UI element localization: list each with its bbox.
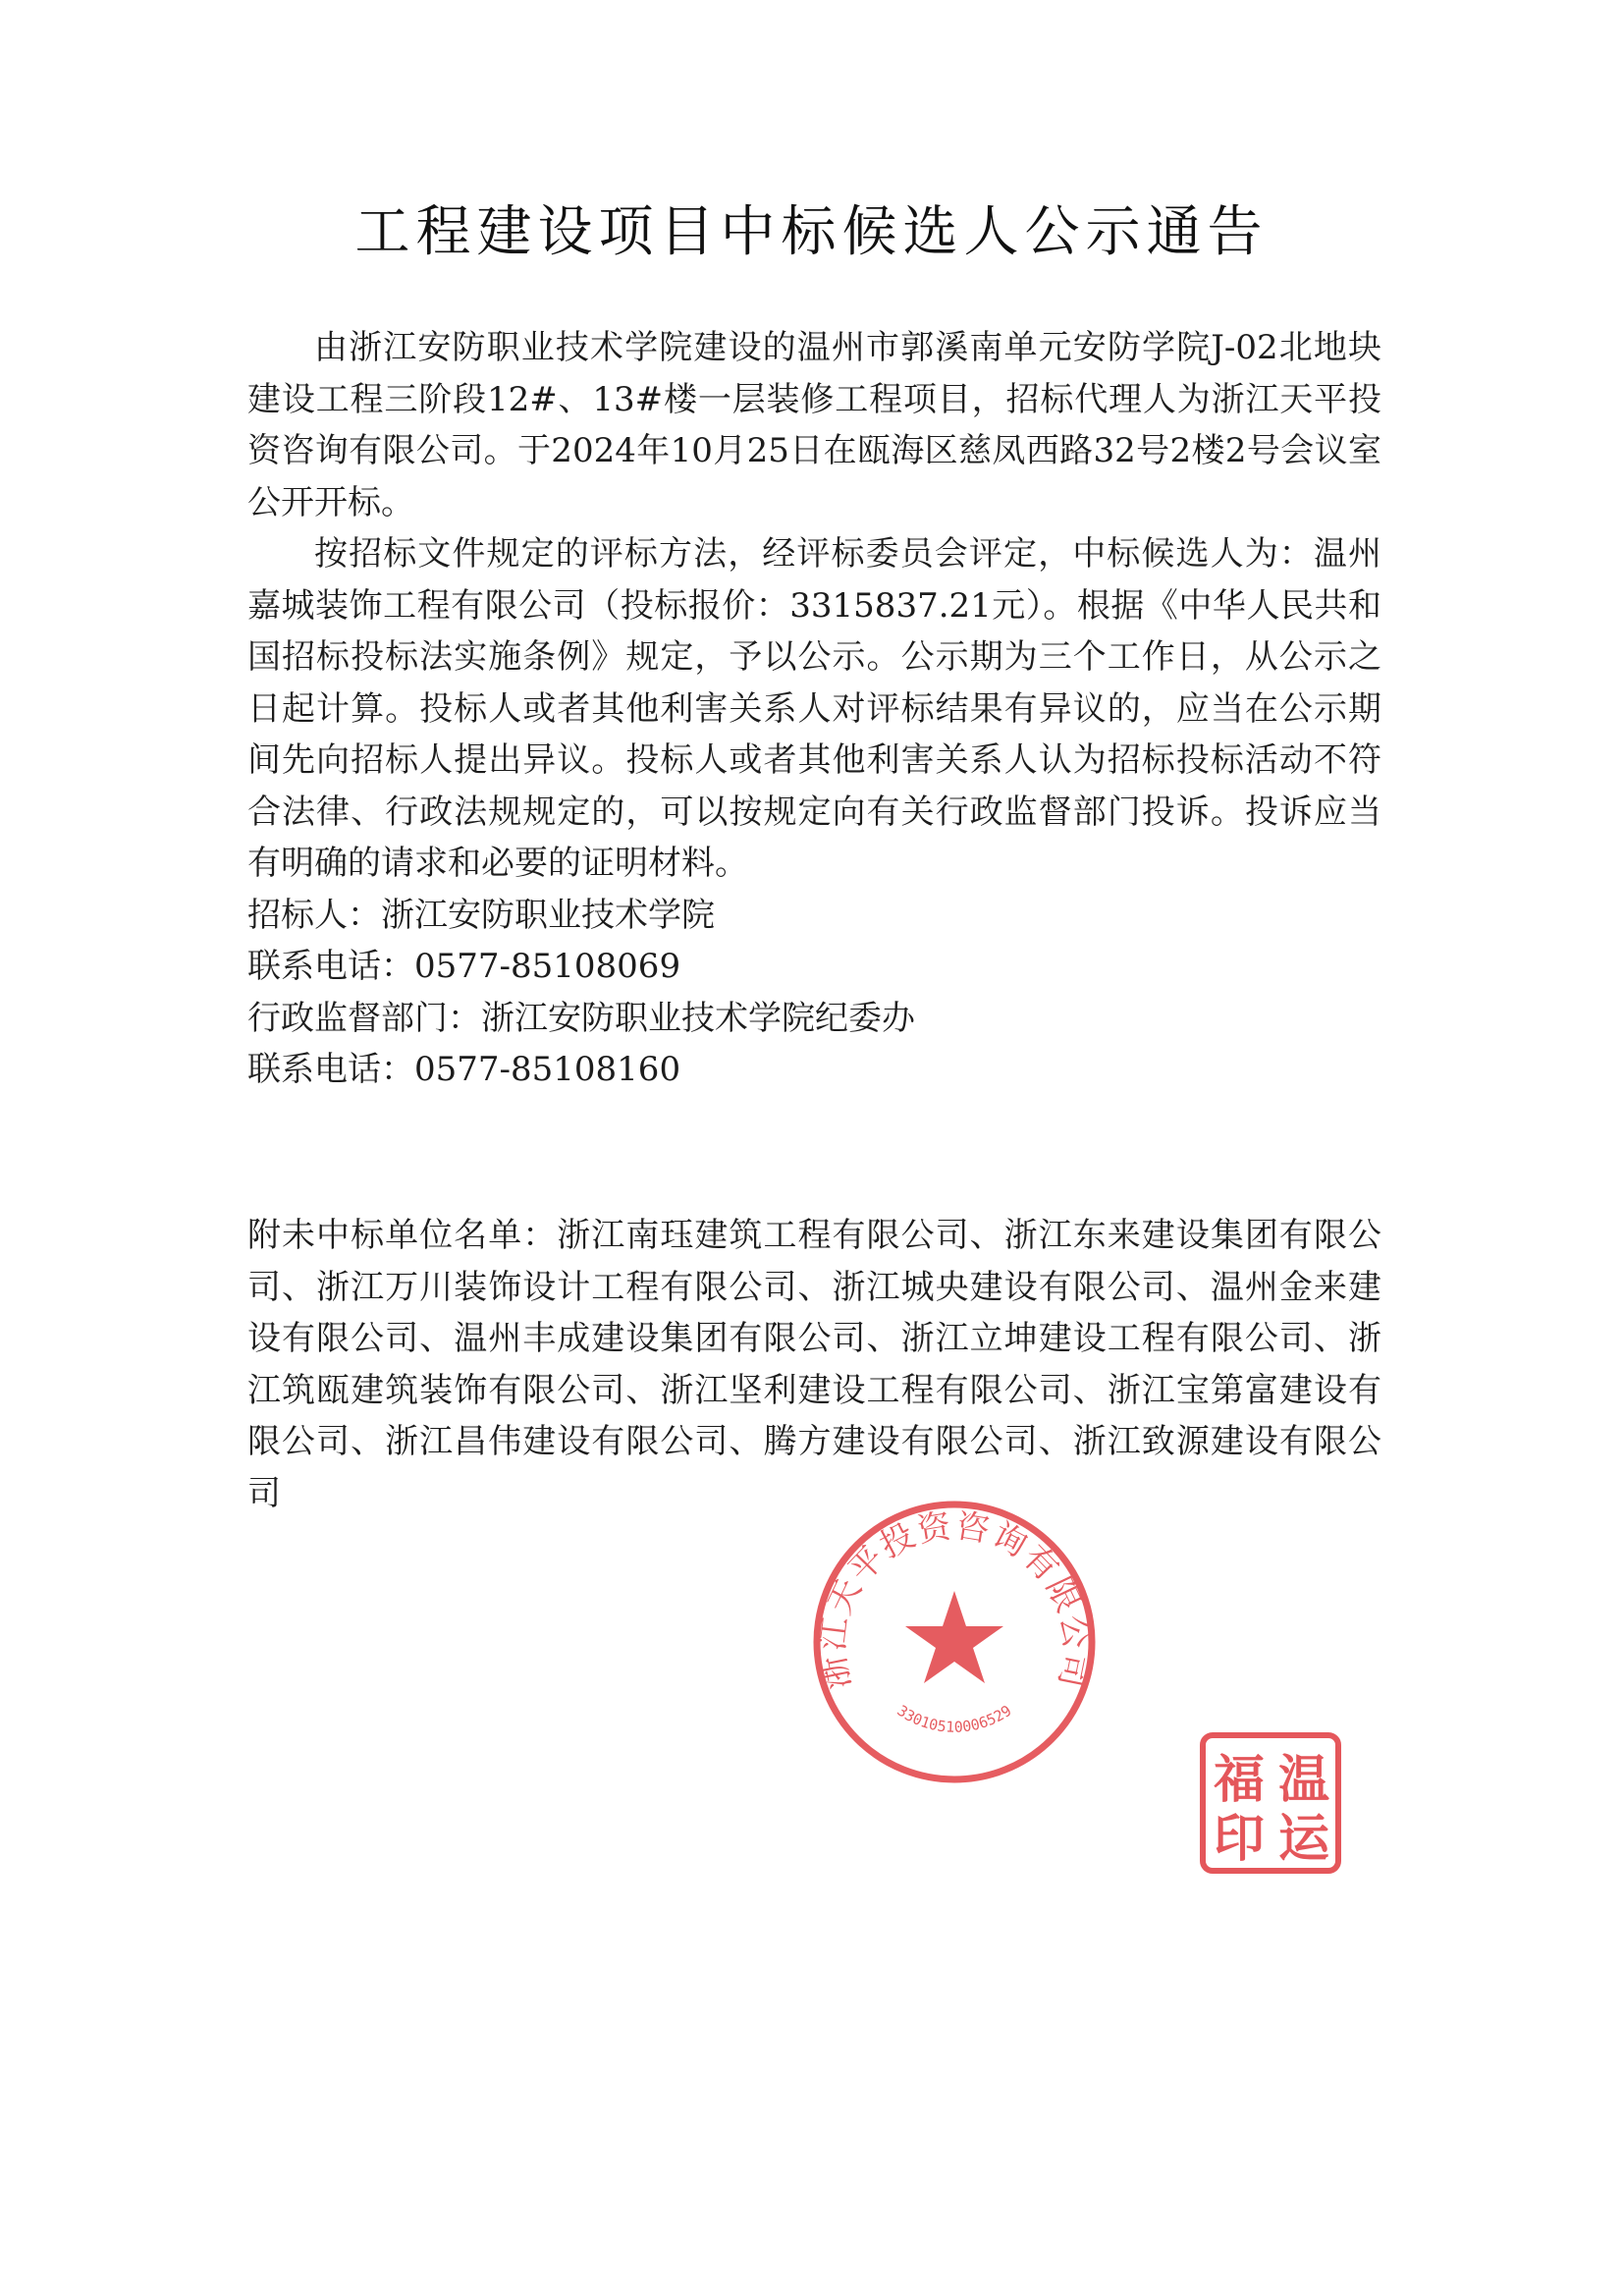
paragraph-candidate-announcement: 按招标文件规定的评标方法，经评标委员会评定，中标候选人为：温州嘉城装饰工程有限公司（投标报价：3315837.21元）。根据《中华人民共和国招标投标法实施条例》规定，予以公示。公示期为三个工作日，从公示之日起计算。投标人或者其他利害关系人对评标结果有异议的，应当在公示期间先向招标人提出异议。投标人或者其他利害关系人认为招标投标活动不符合法律、行政法规规定的，可以按规定向有关行政监督部门投诉。投诉应当有明确的请求和必要的证明材料。 xyxy=(247,534,1381,883)
paragraph-project-info: 由浙江安防职业技术学院建设的温州市郭溪南单元安防学院J-02北地块建设工程三阶段12#、13#楼一层装修工程项目，招标代理人为浙江天平投资咨询有限公司。于2024年10月25日在瓯海区慈凤西路32号2楼2号会议室公开开标。 xyxy=(247,328,1381,522)
contact-supervision-phone: 联系电话：0577-85108160 xyxy=(247,1050,681,1089)
document-body xyxy=(247,322,1381,1096)
name-seal-char-2: 福 xyxy=(1213,1751,1266,1810)
contact-tenderer: 招标人：浙江安防职业技术学院 xyxy=(247,895,715,935)
company-seal xyxy=(807,1495,1102,1789)
seal-star-icon xyxy=(905,1591,1003,1683)
document-title: 工程建设项目中标候选人公示通告 xyxy=(354,200,1269,264)
name-seal-char-1: 温 xyxy=(1277,1751,1330,1810)
name-seal-char-3: 运 xyxy=(1277,1810,1330,1869)
name-seal xyxy=(1198,1730,1343,1876)
seal-number: 33010510006529 xyxy=(893,1701,1015,1736)
attachment-unsuccessful-bidders: 附未中标单位名单：浙江南珏建筑工程有限公司、浙江东来建设集团有限公司、浙江万川装饰设计工程有限公司、浙江城央建设有限公司、温州金来建设有限公司、温州丰成建设集团有限公司、浙江立坤建设工程有限公司、浙江筑瓯建筑装饰有限公司、浙江坚利建设工程有限公司、浙江宝第富建设有限公司、浙江昌伟建设有限公司、腾方建设有限公司、浙江致源建设有限公司 xyxy=(247,1216,1381,1513)
name-seal-char-4: 印 xyxy=(1213,1810,1266,1869)
seal-company-name: 浙江天平投资咨询有限公司 xyxy=(812,1505,1097,1693)
contact-tenderer-phone: 联系电话：0577-85108069 xyxy=(247,947,681,986)
contact-supervision-dept: 行政监督部门：浙江安防职业技术学院纪委办 xyxy=(247,998,915,1038)
